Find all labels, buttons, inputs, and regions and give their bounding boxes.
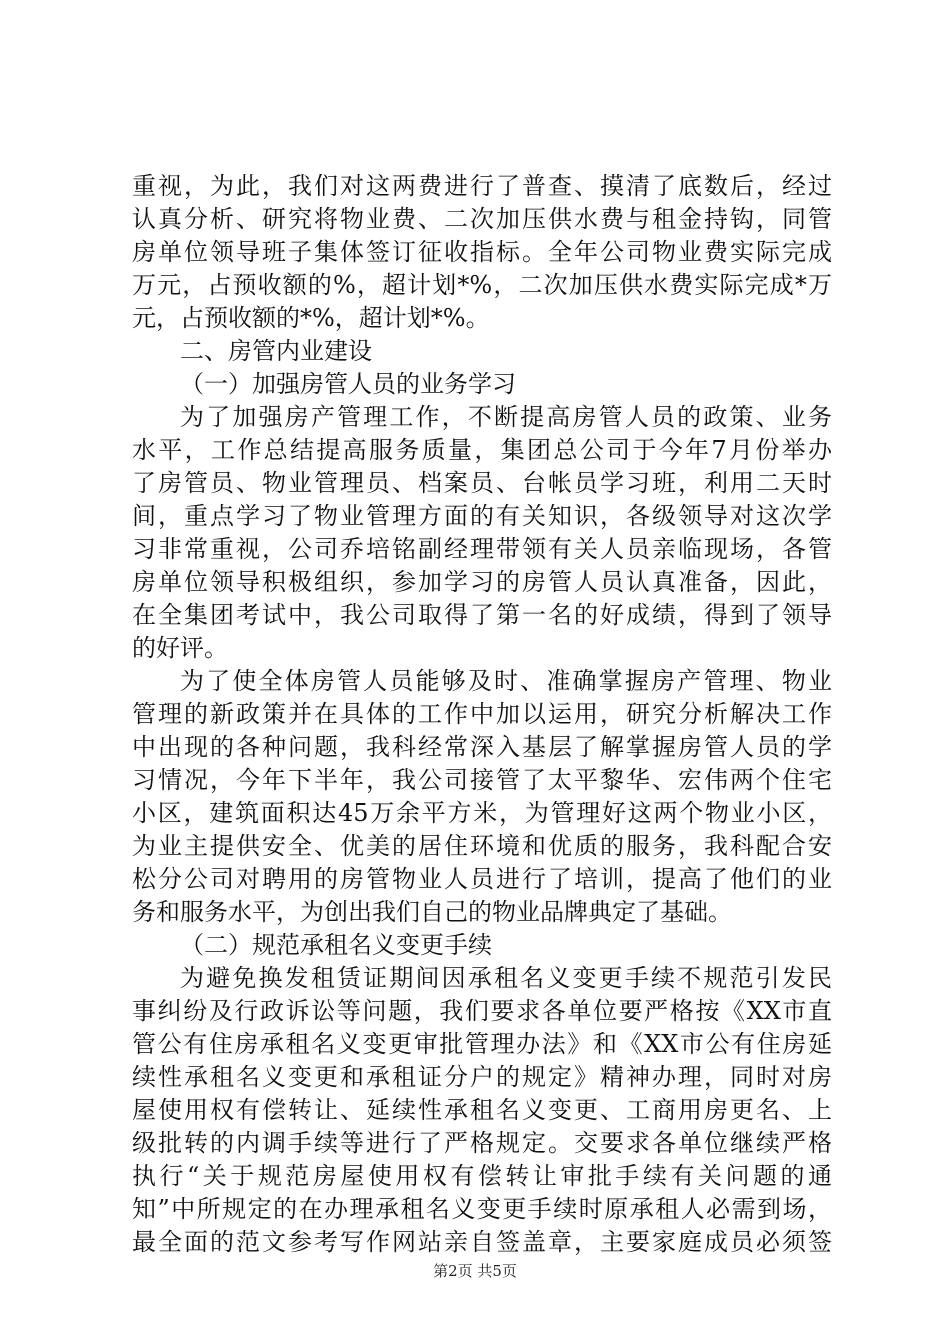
text-line: 习情况，今年下半年，我公司接管了太平黎华、宏伟两个住宅 (132, 766, 832, 794)
text-line: 务和服务水平，为创出我们自己的物业品牌典定了基础。 (132, 898, 732, 926)
text-line: 最全面的范文参考写作网站亲自签盖章，主要家庭成员必须签 (132, 1228, 832, 1256)
text-line: 屋使用权有偿转让、延续性承租名义变更、工商用房更名、上 (132, 1096, 832, 1124)
page-footer: 第2页 共5页 (433, 1262, 517, 1280)
text-line: 为了使全体房管人员能够及时、准确掌握房产管理、物业 (180, 667, 832, 695)
text-line: 认真分析、研究将物业费、二次加压供水费与租金持钩，同管 (132, 205, 832, 233)
text-line: 为避免换发租赁证期间因承租名义变更手续不规范引发民 (180, 964, 832, 992)
text-line: （一）加强房管人员的业务学习 (180, 370, 516, 398)
text-line: 为业主提供安全、优美的居住环境和优质的服务，我科配合安 (132, 832, 832, 860)
text-line: 在全集团考试中，我公司取得了第一名的好成绩，得到了领导 (132, 601, 832, 629)
text-line: 房单位领导积极组织，参加学习的房管人员认真准备，因此， (132, 568, 832, 596)
text-line: 水平，工作总结提高服务质量，集团总公司于今年7月份举办 (132, 436, 832, 464)
document-body (132, 170, 832, 1259)
text-line: 小区，建筑面积达45万余平方米，为管理好这两个物业小区， (132, 799, 832, 827)
text-line: 中出现的各种问题，我科经常深入基层了解掌握房管人员的学 (132, 733, 832, 761)
text-line: 重视，为此，我们对这两费进行了普查、摸清了底数后，经过 (132, 172, 832, 200)
text-line: 松分公司对聘用的房管物业人员进行了培训，提高了他们的业 (132, 865, 832, 893)
text-line: 习非常重视，公司乔培铭副经理带领有关人员亲临现场，各管 (132, 535, 832, 563)
text-line: 管公有住房承租名义变更审批管理办法》和《XX市公有住房延 (132, 1030, 832, 1058)
text-line: （二）规范承租名义变更手续 (180, 931, 492, 959)
text-line: 二、房管内业建设 (180, 337, 372, 365)
text-line: 房单位领导班子集体签订征收指标。全年公司物业费实际完成 (132, 238, 832, 266)
text-line: 级批转的内调手续等进行了严格规定。交要求各单位继续严格 (132, 1129, 832, 1157)
text-line: 为了加强房产管理工作，不断提高房管人员的政策、业务 (180, 403, 832, 431)
text-line: 的好评。 (132, 634, 228, 662)
text-line: 元，占预收额的*%，超计划*%。 (132, 304, 490, 332)
text-line: 了房管员、物业管理员、档案员、台帐员学习班，利用二天时 (132, 469, 832, 497)
text-line: 管理的新政策并在具体的工作中加以运用，研究分析解决工作 (132, 700, 832, 728)
text-line: 事纠纷及行政诉讼等问题，我们要求各单位要严格按《XX市直 (132, 997, 832, 1025)
text-line: 间，重点学习了物业管理方面的有关知识，各级领导对这次学 (132, 502, 832, 530)
text-line: 万元，占预收额的%，超计划*%，二次加压供水费实际完成*万 (132, 271, 832, 299)
text-line: 执行“关于规范房屋使用权有偿转让审批手续有关问题的通 (132, 1162, 832, 1190)
text-line: 知”中所规定的在办理承租名义变更手续时原承租人必需到场， (132, 1195, 832, 1223)
text-line: 续性承租名义变更和承租证分户的规定》精神办理，同时对房 (132, 1063, 832, 1091)
